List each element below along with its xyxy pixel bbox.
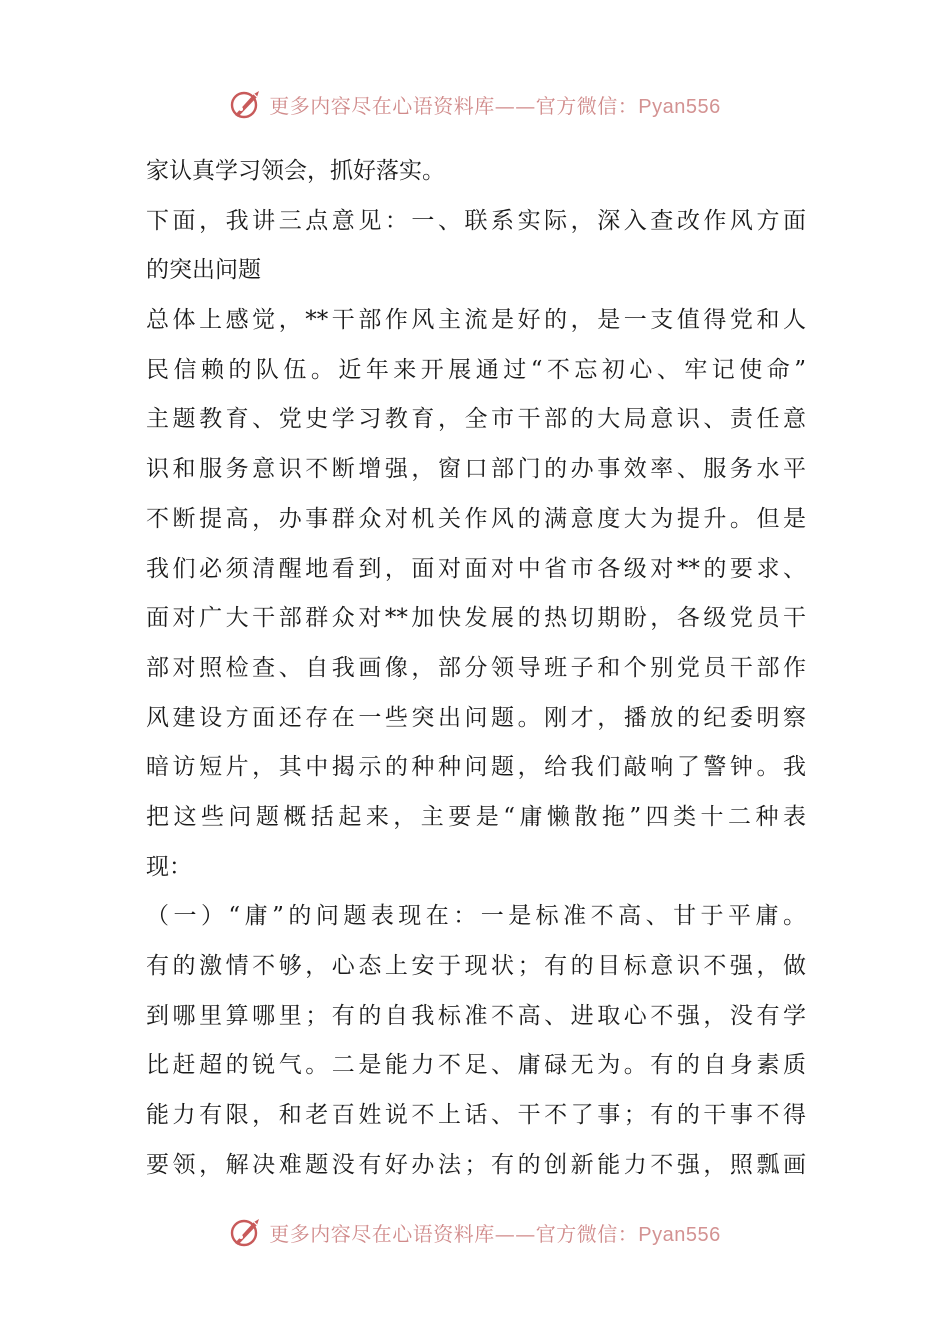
text-line: 部对照检查、自我画像，部分领导班子和个别党员干部作 — [146, 654, 806, 681]
footer-banner — [0, 1212, 950, 1252]
text-line: 到哪里算哪里；有的自我标准不高、进取心不强，没有学 — [146, 1002, 806, 1029]
text-line: 主题教育、党史学习教育，全市干部的大局意识、责任意 — [146, 406, 806, 433]
banner-text: 更多内容尽在心语资料库——官方微信：Pyan556 — [269, 93, 721, 118]
text-line: 暗访短片，其中揭示的种种问题，给我们敲响了警钟。我 — [146, 754, 806, 781]
banner-text: 更多内容尽在心语资料库——官方微信：Pyan556 — [269, 1221, 721, 1246]
text-line: 把这些问题概括起来，主要是“庸懒散拖”四类十二种表 — [146, 803, 806, 830]
text-line: 现： — [146, 853, 192, 880]
text-line: 比赶超的锐气。二是能力不足、庸碌无为。有的自身素质 — [146, 1052, 806, 1079]
text-line: 我们必须清醒地看到，面对面对中省市各级对**的要求、 — [146, 555, 806, 582]
text-line: 总体上感觉，**干部作风主流是好的，是一支值得党和人 — [146, 307, 806, 334]
text-line: 民信赖的队伍。近年来开展通过“不忘初心、牢记使命” — [146, 356, 806, 383]
text-line: 识和服务意识不断增强，窗口部门的办事效率、服务水平 — [146, 456, 806, 483]
pen-nib-circle-logo-icon — [229, 87, 263, 121]
text-line: 有的激情不够，心态上安于现状；有的目标意识不强，做 — [146, 953, 806, 979]
text-line: 面对广大干部群众对**加快发展的热切期盼，各级党员干 — [146, 605, 806, 632]
wechat-id: Pyan556 — [638, 95, 721, 118]
text-line: 不断提高，办事群众对机关作风的满意度大为提升。但是 — [146, 505, 806, 532]
text-line: 要领，解决难题没有好办法；有的创新能力不强，照瓢画 — [146, 1151, 806, 1178]
text-line: （一）“庸”的问题表现在：一是标准不高、甘于平庸。 — [146, 903, 806, 930]
pen-nib-circle-logo-icon — [229, 1215, 263, 1249]
wechat-id: Pyan556 — [638, 1223, 721, 1246]
document-body — [146, 147, 806, 1190]
text-line: 能力有限，和老百姓说不上话、干不了事；有的干事不得 — [146, 1102, 806, 1129]
text-line: 的突出问题 — [146, 257, 261, 284]
header-banner — [0, 84, 950, 124]
text-line: 家认真学习领会，抓好落实。 — [146, 158, 445, 184]
text-line: 风建设方面还存在一些突出问题。刚才，播放的纪委明察 — [146, 704, 806, 731]
text-line: 下面，我讲三点意见：一、联系实际，深入查改作风方面 — [146, 207, 806, 234]
